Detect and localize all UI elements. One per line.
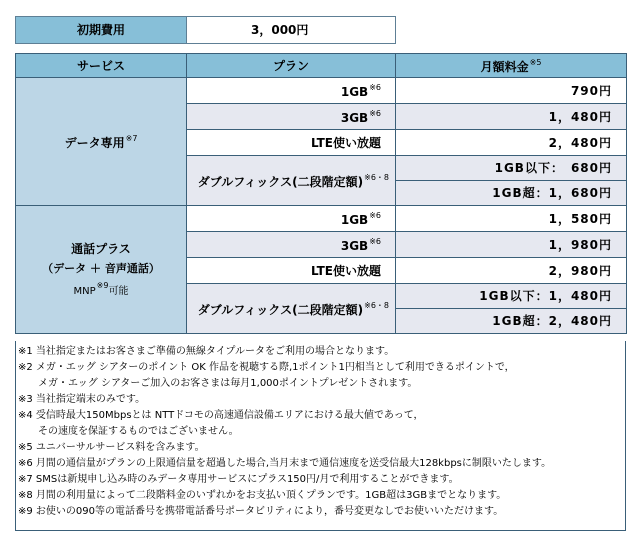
footnote: ※5 ユニバーサルサービス料を含みます。 [18,442,205,453]
price-data-1gb: 790円 [396,78,627,104]
service-data-only-name: データ専用 [64,135,125,150]
footnote: ※1 当社指定またはお客さまご準備の無線タイプルータをご利用の場合となります。 [18,346,395,357]
footnote: その速度を保証するものではございません。 [18,426,239,437]
footnote: ※3 当社指定端末のみです。 [18,394,146,405]
service-data-only: データ専用$^{※7}$ [16,78,187,206]
price-call-lte: 2，980円 [396,258,627,284]
plan-call-3gb: 3GB$^{※6}$ [187,232,396,258]
header-monthly: 月額料金$^{※5}$ [396,54,627,78]
header-service: サービス [16,54,187,78]
pricing-table [15,53,627,334]
header-plan: プラン [187,54,396,78]
price-call-double-high: 1GB超：2，480円 [396,309,627,334]
plan-data-double-fix: ダブルフィックス(二段階定額)$^{※6・8}$ [187,156,396,206]
price-data-double-low: 1GB以下： 680円 [396,156,627,181]
footnote: ※8 月間の利用量によって二段階料金のいずれかをお支払い頂くプランです。1GB超は3GBまでとなります。 [18,490,507,501]
footnote: ※9 お使いの090等の電話番号を携帯電話番号ポータビリティにより，番号変更なしでお使いいただけます。 [18,506,504,517]
initial-fee-label: 初期費用 [16,17,187,44]
initial-fee-value: 3，000円 [187,17,396,44]
service-call-plus-mnp: MNP$^{※9}$可能 [73,280,129,297]
plan-call-double-fix: ダブルフィックス(二段階定額)$^{※6・8}$ [187,284,396,334]
service-call-plus-sub: （データ ＋ 音声通話） [42,261,160,275]
price-data-3gb: 1，480円 [396,104,627,130]
price-data-double-high: 1GB超：1，680円 [396,181,627,206]
service-call-plus [16,206,187,334]
footnotes [15,341,626,531]
service-call-plus-name: 通話プラス [71,241,131,256]
footnote: ※2 メガ・エッグ シアターのポイント OK 作品を視聴する際,1ポイント1円相当として利用できるポイントで， [18,362,515,373]
price-call-3gb: 1，980円 [396,232,627,258]
plan-data-3gb: 3GB$^{※6}$ [187,104,396,130]
price-data-lte: 2，480円 [396,130,627,156]
plan-data-lte: LTE使い放題 [187,130,396,156]
footnote: ※7 SMSは新規申し込み時のみデータ専用サービスにプラス150円/月で利用することができます。 [18,474,459,485]
footnote: ※4 受信時最大150Mbpsとは NTTドコモの高速通信設備エリアにおける最大値であって， [18,410,424,421]
plan-call-lte: LTE使い放題 [187,258,396,284]
footnote: メガ・エッグ シアターご加入のお客さまは毎月1,000ポイントプレゼントされます。 [18,378,418,389]
price-call-1gb: 1，580円 [396,206,627,232]
initial-fee-table [15,16,396,44]
price-call-double-low: 1GB以下：1，480円 [396,284,627,309]
plan-call-1gb: 1GB$^{※6}$ [187,206,396,232]
plan-data-1gb: 1GB$^{※6}$ [187,78,396,104]
footnote: ※6 月間の通信量がプランの上限通信量を超過した場合,当月末まで通信速度を送受信最大128kbpsに制限いたします。 [18,458,552,469]
